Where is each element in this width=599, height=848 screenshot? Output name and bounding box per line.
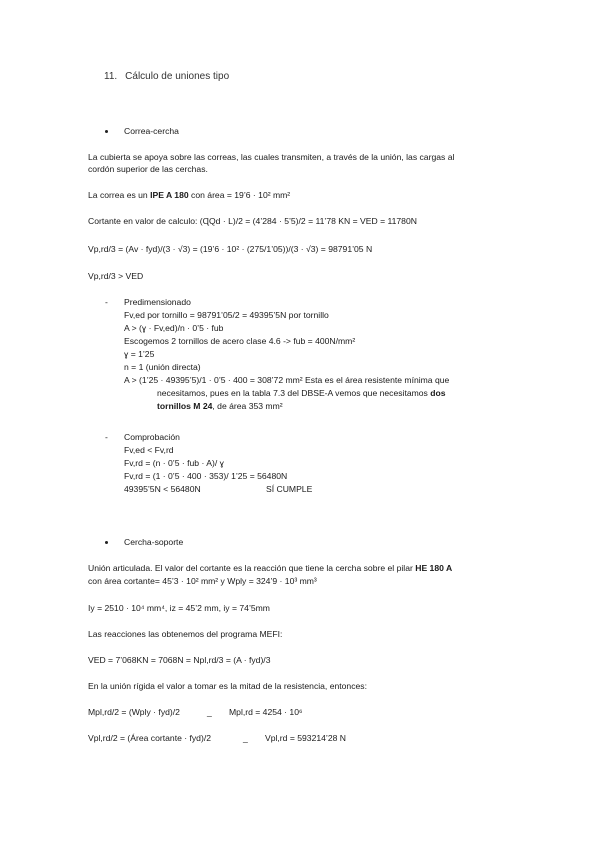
calc-line: Fv,rd = (n · 0’5 · fub · A)/ ɣ	[124, 458, 224, 468]
calc-line: A > (ɣ · Fv,ed)/n · 0’5 · fub	[124, 323, 224, 333]
paragraph-line: con área cortante= 45’3 · 10² mm² y Wply = 324’9 · 10³ mm³	[88, 576, 317, 586]
paragraph-line	[88, 563, 452, 574]
calc-line	[157, 401, 283, 412]
equation-vplrd-right: Vpl,rd = 593214’28 N	[265, 733, 346, 743]
subtitle-predimensionado: Predimensionado	[124, 297, 191, 307]
text-span: La correa es un	[88, 190, 151, 200]
bold-span: tornillos M 24	[157, 401, 213, 411]
text-span: necesitamos, pues en la tabla 7.3 del DBSE-A vemos que necesitamos	[157, 388, 431, 398]
calc-line: Escogemos 2 tornillos de acero clase 4.6 -> fub = 400N/mm²	[124, 336, 356, 346]
calc-line: A > (1’25 · 49395’5)/1 · 0’5 · 400 = 308’72 mm² Esta es el área resistente mínima que	[124, 375, 450, 385]
paragraph-line: En la unión rígida el valor a tomar es la mitad de la resistencia, entonces:	[88, 681, 367, 691]
equation-mplrd-left: Mpl,rd/2 = (Wply · fyd)/2	[88, 707, 180, 717]
bullet-icon	[105, 130, 108, 133]
bold-span: HE 180 A	[415, 563, 453, 573]
equation-mplrd-right: Mpl,rd = 4254 · 10⁶	[229, 707, 303, 717]
inequality-vprd: Vp,rd/3 > VED	[88, 271, 144, 281]
separator-underscore: _	[243, 733, 248, 743]
text-span: con área = 19’6 · 10² mm²	[188, 190, 291, 200]
section-title: Cálculo de uniones tipo	[125, 71, 230, 82]
calc-line: 49395’5N < 56480N	[124, 484, 201, 494]
bullet-icon	[105, 541, 108, 544]
dash-marker: -	[105, 297, 108, 307]
equation-vplrd-left: Vpl,rd/2 = (Área cortante · fyd)/2	[88, 733, 211, 743]
section-number: 11.	[104, 71, 118, 82]
result-label: SÍ CUMPLE	[266, 484, 313, 494]
separator-underscore: _	[207, 707, 212, 717]
equation-ved: VED = 7’068KN = 7068N = Npl,rd/3 = (A · fyd)/3	[88, 655, 271, 665]
text-span: Unión articulada. El valor del cortante es la reacción que tiene la cercha sobre el pilar	[88, 563, 416, 573]
calc-line: Fv,ed < Fv,rd	[124, 445, 174, 455]
paragraph-correa-ipe	[88, 190, 290, 201]
subtitle-comprobacion: Comprobación	[124, 432, 180, 442]
calc-line: Fv,ed por tornillo = 98791’05/2 = 49395’5N por tornillo	[124, 310, 329, 320]
paragraph-line: La cubierta se apoya sobre las correas, las cuales transmiten, a través de la unión, las cargas al	[88, 152, 455, 162]
paragraph-line: cordón superior de las cerchas.	[88, 164, 208, 174]
calc-line: ɣ = 1’25	[124, 349, 155, 359]
equation-cortante: Cortante en valor de calculo: (ɊQd · L)/2 = (4’284 · 5’5)/2 = 11’78 KN = VED = 11780N	[88, 216, 417, 226]
subsection-title-cercha-soporte: Cercha-soporte	[124, 537, 184, 547]
bold-span: dos	[430, 388, 446, 398]
calc-line: Fv,rd = (1 · 0’5 · 400 · 353)/ 1’25 = 56480N	[124, 471, 288, 481]
bold-span: IPE A 180	[150, 190, 189, 200]
inertia-line: Iy = 2510 · 10⁴ mm⁴, iz = 45’2 mm, iy = 74’5mm	[88, 603, 270, 613]
paragraph-line: Las reacciones las obtenemos del programa MEFI:	[88, 629, 283, 639]
equation-vprd: Vp,rd/3 = (Av · fyd)/(3 · √3) = (19’6 · 10² · (275/1’05))/(3 · √3) = 98791’05 N	[88, 244, 373, 254]
section-heading	[104, 71, 229, 84]
subsection-title-correa-cercha: Correa-cercha	[124, 126, 179, 136]
dash-marker: -	[105, 432, 108, 442]
text-span: , de área 353 mm²	[212, 401, 283, 411]
calc-line: n = 1 (unión directa)	[124, 362, 201, 372]
calc-line	[157, 388, 446, 399]
